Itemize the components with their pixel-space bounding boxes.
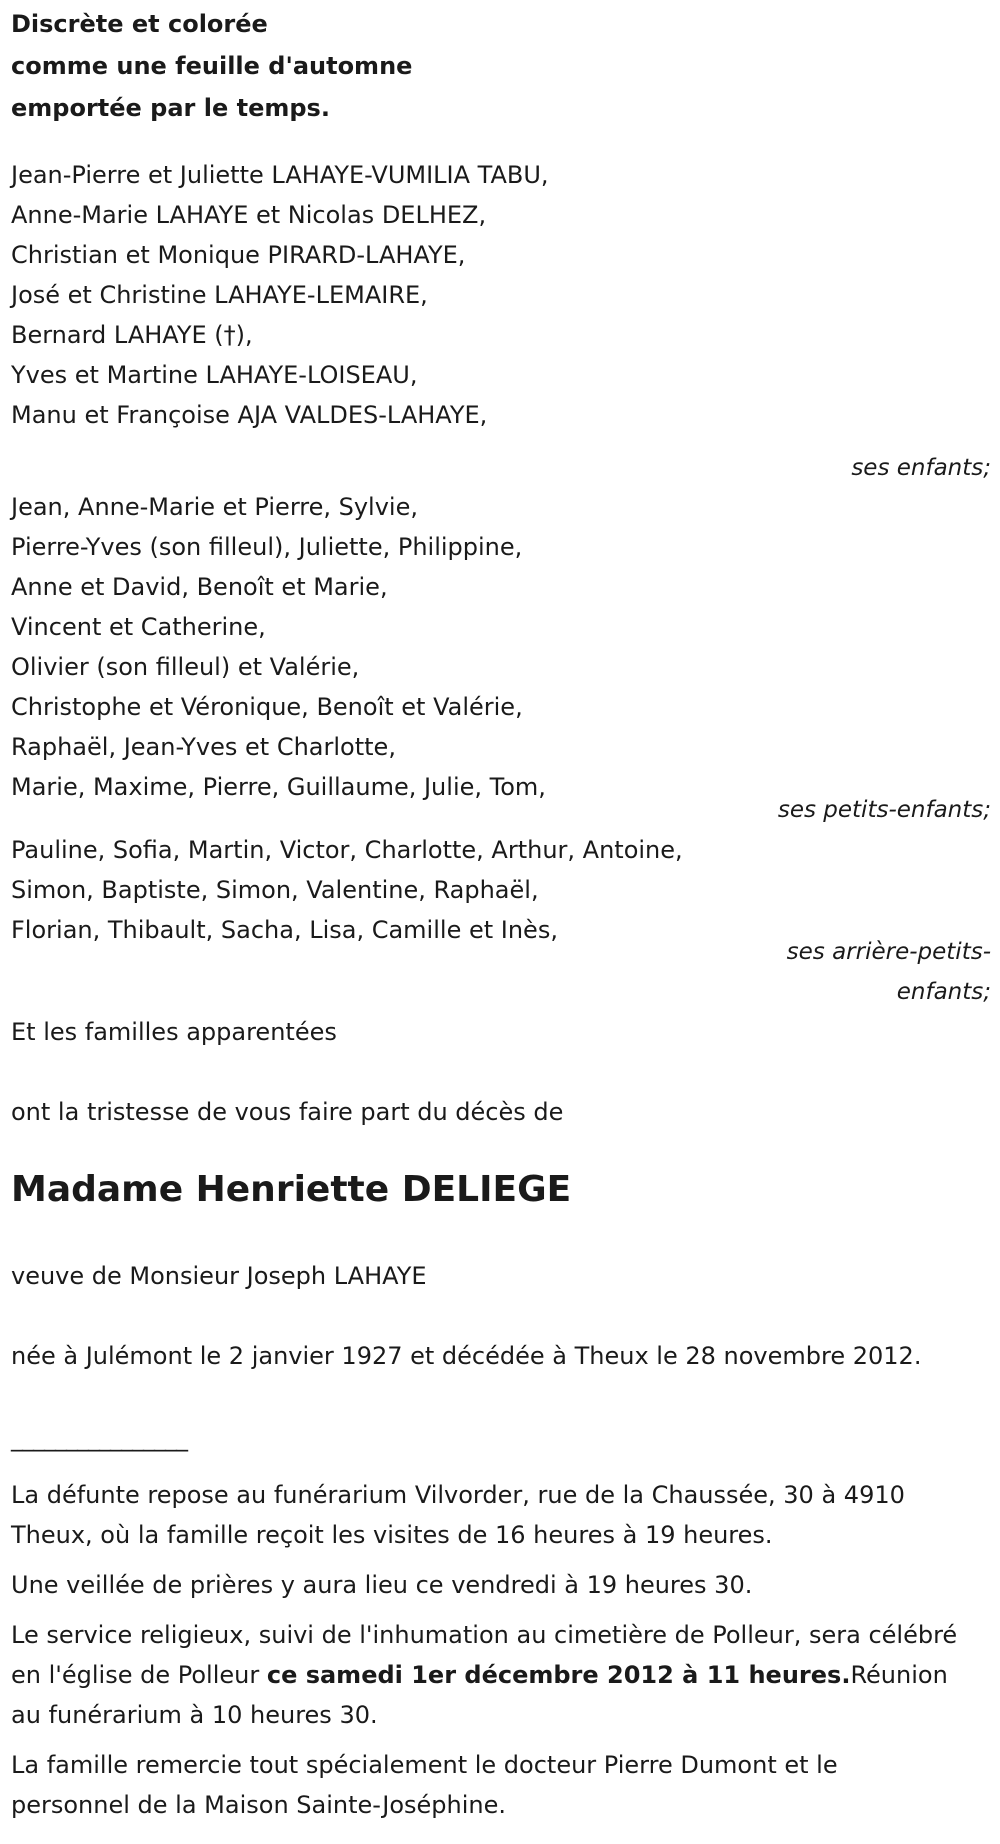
poem-line-3: emportée par le temps. bbox=[11, 94, 330, 122]
grandchildren-list bbox=[11, 487, 546, 807]
list-item: Raphaël, Jean-Yves et Charlotte, bbox=[11, 733, 396, 761]
widow-of-line: veuve de Monsieur Joseph LAHAYE bbox=[11, 1262, 427, 1290]
list-item: Marie, Maxime, Pierre, Guillaume, Julie, Tom, bbox=[11, 773, 546, 801]
list-item: Pauline, Sofia, Martin, Victor, Charlotte, Arthur, Antoine, bbox=[11, 836, 683, 864]
list-item: Bernard LAHAYE (†), bbox=[11, 321, 253, 349]
children-role: ses enfants; bbox=[851, 455, 991, 481]
list-item: Jean-Pierre et Juliette LAHAYE-VUMILIA TABU, bbox=[11, 161, 549, 189]
birth-death-paragraph: née à Julémont le 2 janvier 1927 et décédée à Theux le 28 novembre 2012. bbox=[11, 1342, 922, 1370]
great-grandchildren-list bbox=[11, 830, 683, 950]
list-item: Florian, Thibault, Sacha, Lisa, Camille et Inès, bbox=[11, 916, 558, 944]
separator-line: ________________ bbox=[11, 1424, 187, 1452]
list-item: Vincent et Catherine, bbox=[11, 613, 266, 641]
families-line: Et les familles apparentées bbox=[11, 1018, 337, 1046]
service-meeting: Réunion au funérarium à 10 heures 30. bbox=[11, 1661, 948, 1729]
service-date: ce samedi 1er décembre 2012 à 11 heures. bbox=[266, 1661, 851, 1689]
service-intro: Le service religieux, suivi de l'inhumation au cimetière de Polleur, sera célébré en l'église de Polleur bbox=[11, 1621, 958, 1689]
list-item: Olivier (son filleul) et Valérie, bbox=[11, 653, 360, 681]
grandchildren-role: ses petits-enfants; bbox=[777, 797, 991, 823]
list-item: José et Christine LAHAYE-LEMAIRE, bbox=[11, 281, 428, 309]
poem-line-1: Discrète et colorée bbox=[11, 10, 268, 38]
great-grandchildren-role-line-2: enfants; bbox=[896, 979, 991, 1005]
vigil-paragraph: Une veillée de prières y aura lieu ce vendredi à 19 heures 30. bbox=[11, 1571, 753, 1599]
list-item: Christophe et Véronique, Benoît et Valérie, bbox=[11, 693, 523, 721]
list-item: Anne et David, Benoît et Marie, bbox=[11, 573, 388, 601]
repose-paragraph: La défunte repose au funérarium Vilvorder, rue de la Chaussée, 30 à 4910 Theux, où la famille reçoit les visites de 16 heures à 19 heures. bbox=[11, 1481, 905, 1549]
list-item: Anne-Marie LAHAYE et Nicolas DELHEZ, bbox=[11, 201, 487, 229]
list-item: Jean, Anne-Marie et Pierre, Sylvie, bbox=[11, 493, 418, 521]
children-list bbox=[11, 155, 549, 435]
list-item: Pierre-Yves (son filleul), Juliette, Philippine, bbox=[11, 533, 523, 561]
great-grandchildren-role-line-1: ses arrière-petits- bbox=[786, 939, 991, 965]
poem-line-2: comme une feuille d'automne bbox=[11, 52, 413, 80]
list-item: Manu et Françoise AJA VALDES-LAHAYE, bbox=[11, 401, 488, 429]
announcement-line: ont la tristesse de vous faire part du décès de bbox=[11, 1098, 564, 1126]
thanks-paragraph: La famille remercie tout spécialement le docteur Pierre Dumont et le personnel de la Maison Sainte-Joséphine. bbox=[11, 1751, 838, 1819]
list-item: Simon, Baptiste, Simon, Valentine, Raphaël, bbox=[11, 876, 539, 904]
deceased-name: Madame Henriette DELIEGE bbox=[11, 1169, 572, 1210]
service-paragraph bbox=[11, 1615, 961, 1735]
list-item: Christian et Monique PIRARD-LAHAYE, bbox=[11, 241, 466, 269]
list-item: Yves et Martine LAHAYE-LOISEAU, bbox=[11, 361, 418, 389]
